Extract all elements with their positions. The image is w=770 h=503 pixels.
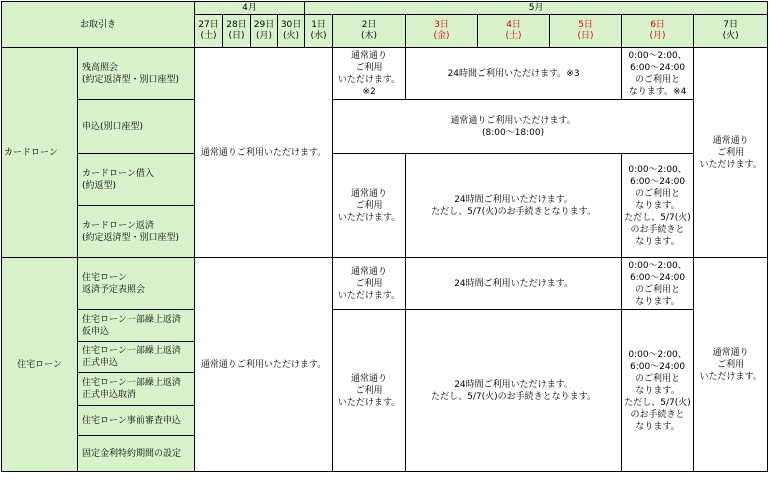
day-header-27	[195, 15, 223, 48]
housing-schedule-day2-cell	[333, 258, 406, 310]
item-card-application	[78, 100, 195, 154]
item-card-borrowing	[78, 154, 195, 206]
card-loan-holidays-cell	[406, 154, 622, 258]
note-line: 通常通り	[351, 50, 388, 61]
day-of-week: (水)	[310, 31, 327, 41]
note-line: のお手続きと	[630, 224, 685, 235]
day-header-5-holiday	[550, 15, 622, 48]
note-line: ご利用	[717, 359, 745, 370]
note-line: のお手続きと	[630, 409, 685, 420]
note-line: 6:00～24:00	[629, 62, 686, 73]
item-line1: 申込(別口座型)	[82, 121, 144, 132]
item-line2: 正式申込取消	[82, 390, 137, 400]
note-line: のご利用と	[635, 188, 681, 199]
day-number: 28日	[226, 20, 247, 30]
month-april-label: 4月	[242, 3, 257, 13]
note-line: ただし、5/7(火)	[624, 397, 691, 408]
item-line2: (約返型)	[82, 180, 117, 191]
note-line: 0:00～2:00、	[628, 164, 687, 175]
card-balance-day2-cell	[333, 48, 406, 100]
header-transactions-label: お取引き	[80, 19, 117, 30]
note-line: のご利用と	[635, 284, 681, 295]
day-header-7	[694, 15, 768, 48]
category-card-loan-label: カードローン	[4, 147, 58, 158]
item-line1: 住宅ローン一部繰上返済	[82, 314, 181, 325]
note-line: なります。	[635, 200, 680, 211]
housing-other-day6-cell	[622, 310, 694, 472]
item-line2: (約定返済型・別口座型)	[82, 232, 180, 243]
item-line1: 残高照会	[82, 62, 119, 73]
day-of-week: (月)	[649, 31, 666, 41]
item-line1: 住宅ローン事前審査申込	[82, 415, 181, 426]
day-number: 5日	[578, 20, 593, 30]
note-line: 通常通り	[351, 266, 388, 277]
note-line: 0:00～2:00、	[628, 349, 687, 360]
card-application-may-cell	[333, 100, 694, 154]
day-number: 1日	[311, 20, 326, 30]
housing-schedule-holidays-text: 24時間ご利用いただけます。	[454, 278, 573, 289]
note-line: いただけます。	[337, 290, 401, 301]
item-line2: 返済予定表照会	[82, 284, 146, 295]
day-header-6-holiday	[622, 15, 694, 48]
item-housing-prepay-formal	[78, 342, 195, 373]
item-line2: 仮申込	[82, 326, 110, 337]
housing-loan-early-days-text: 通常通りご利用いただけます。	[200, 359, 327, 370]
note-line: 6:00～24:00	[629, 361, 686, 372]
note-line: ご利用	[717, 147, 745, 158]
item-line1: 住宅ローン一部繰上返済	[82, 378, 181, 388]
day-number: 27日	[198, 20, 219, 30]
housing-loan-early-days-cell	[195, 258, 333, 472]
item-housing-fixed-rate	[78, 436, 195, 472]
note-line: ご利用	[355, 62, 383, 73]
card-loan-day7-cell	[694, 48, 768, 258]
note-line: ご利用	[355, 200, 383, 211]
category-housing-loan-label: 住宅ローン	[17, 359, 62, 370]
day-of-week: (日)	[577, 31, 594, 41]
note-line: いただけます。	[337, 397, 401, 408]
card-loan-day2-cell	[333, 154, 406, 258]
note-line: 通常通り	[351, 373, 388, 384]
holiday-note-line1: 24時間ご利用いただけます。	[454, 379, 573, 390]
month-april-header	[195, 2, 305, 15]
day-of-week: (日)	[228, 31, 245, 41]
day-of-week: (火)	[722, 31, 739, 41]
note-line: なります。	[635, 421, 680, 432]
card-loan-early-days-cell	[195, 48, 333, 258]
item-line1: 住宅ローン	[82, 272, 127, 283]
day-header-2	[333, 15, 406, 48]
note-line: いただけます。	[699, 159, 762, 170]
card-balance-holidays-text: 24時間ご利用いただけます。※3	[447, 68, 580, 79]
day-number: 4日	[506, 20, 521, 30]
availability-schedule-table	[1, 1, 768, 472]
note-line: いただけます。	[337, 212, 401, 223]
day-of-week: (火)	[283, 31, 300, 41]
item-housing-prescreening	[78, 406, 195, 436]
note-line: 6:00～24:00	[629, 272, 686, 283]
note-line: ※2	[362, 86, 376, 97]
item-line1: カードローン借入	[82, 168, 154, 179]
note-line: のご利用と	[635, 373, 681, 384]
card-application-text: 通常通りご利用いただけます。	[450, 115, 576, 126]
item-housing-schedule-inquiry	[78, 258, 195, 310]
holiday-note-line2: ただし、5/7(火)のお手続きとなります。	[431, 391, 596, 402]
note-line: ご利用	[355, 278, 383, 289]
housing-other-day2-cell	[333, 310, 406, 472]
note-line: なります。	[635, 385, 680, 396]
category-housing-loan	[2, 258, 78, 472]
note-line: なります。	[635, 236, 680, 247]
item-line1: カードローン返済	[82, 220, 154, 231]
note-line: いただけます。	[337, 74, 401, 85]
holiday-note-line1: 24時間ご利用いただけます。	[454, 194, 573, 205]
note-line: 通常通り	[712, 347, 749, 358]
month-may-label: 5月	[528, 3, 544, 13]
header-transactions-cell	[2, 2, 195, 48]
day-of-week: (土)	[200, 31, 217, 41]
note-line: ただし、5/7(火)	[624, 212, 691, 223]
item-line2: 正式申込	[82, 358, 119, 368]
item-line1: 住宅ローン一部繰上返済	[82, 346, 181, 356]
day-header-28	[223, 15, 251, 48]
day-of-week: (金)	[433, 31, 450, 41]
note-line: のご利用と	[635, 74, 681, 85]
day-number: 2日	[361, 20, 377, 30]
item-housing-prepay-cancel	[78, 373, 195, 406]
day-header-29	[251, 15, 278, 48]
housing-schedule-day6-cell	[622, 258, 694, 310]
day-header-30	[278, 15, 305, 48]
housing-schedule-holidays-cell	[406, 258, 622, 310]
item-card-balance-inquiry	[78, 48, 195, 100]
holiday-note-line2: ただし、5/7(火)のお手続きとなります。	[431, 206, 596, 217]
note-line: 6:00～24:00	[629, 176, 686, 187]
card-loan-early-days-text: 通常通りご利用いただけます。	[200, 147, 327, 158]
item-line2: (約定返済型・別口座型)	[82, 74, 180, 85]
note-line: 通常通り	[712, 135, 749, 146]
day-of-week: (月)	[256, 31, 273, 41]
housing-other-holidays-cell	[406, 310, 622, 472]
day-of-week: (土)	[505, 31, 522, 41]
day-number: 7日	[723, 20, 738, 30]
note-line: 0:00～2:00、	[628, 50, 687, 61]
note-line: 0:00～2:00、	[628, 260, 687, 271]
card-balance-day6-cell	[622, 48, 694, 100]
item-card-repayment	[78, 206, 195, 258]
item-housing-prepay-provisional	[78, 310, 195, 342]
day-number: 3日	[434, 20, 449, 30]
note-line: 通常通り	[351, 188, 388, 199]
note-line: ご利用	[355, 385, 383, 396]
category-card-loan	[2, 48, 78, 258]
day-header-3-holiday	[406, 15, 478, 48]
note-line: いただけます。	[699, 371, 762, 382]
month-may-header	[305, 2, 768, 15]
note-line: なります。	[635, 296, 680, 307]
day-number: 6日	[650, 20, 665, 30]
day-number: 29日	[253, 20, 275, 30]
item-line1: 固定金利特約期間の設定	[82, 448, 182, 459]
day-header-4-holiday	[478, 15, 550, 48]
day-of-week: (木)	[361, 31, 378, 41]
day-header-1	[305, 15, 333, 48]
card-application-hours: (8:00～18:00)	[481, 127, 545, 138]
housing-loan-day7-cell	[694, 258, 768, 472]
day-number: 30日	[280, 20, 302, 30]
card-loan-day6-cell	[622, 154, 694, 258]
card-balance-holidays-cell	[406, 48, 622, 100]
note-line: なります。※4	[628, 86, 687, 97]
